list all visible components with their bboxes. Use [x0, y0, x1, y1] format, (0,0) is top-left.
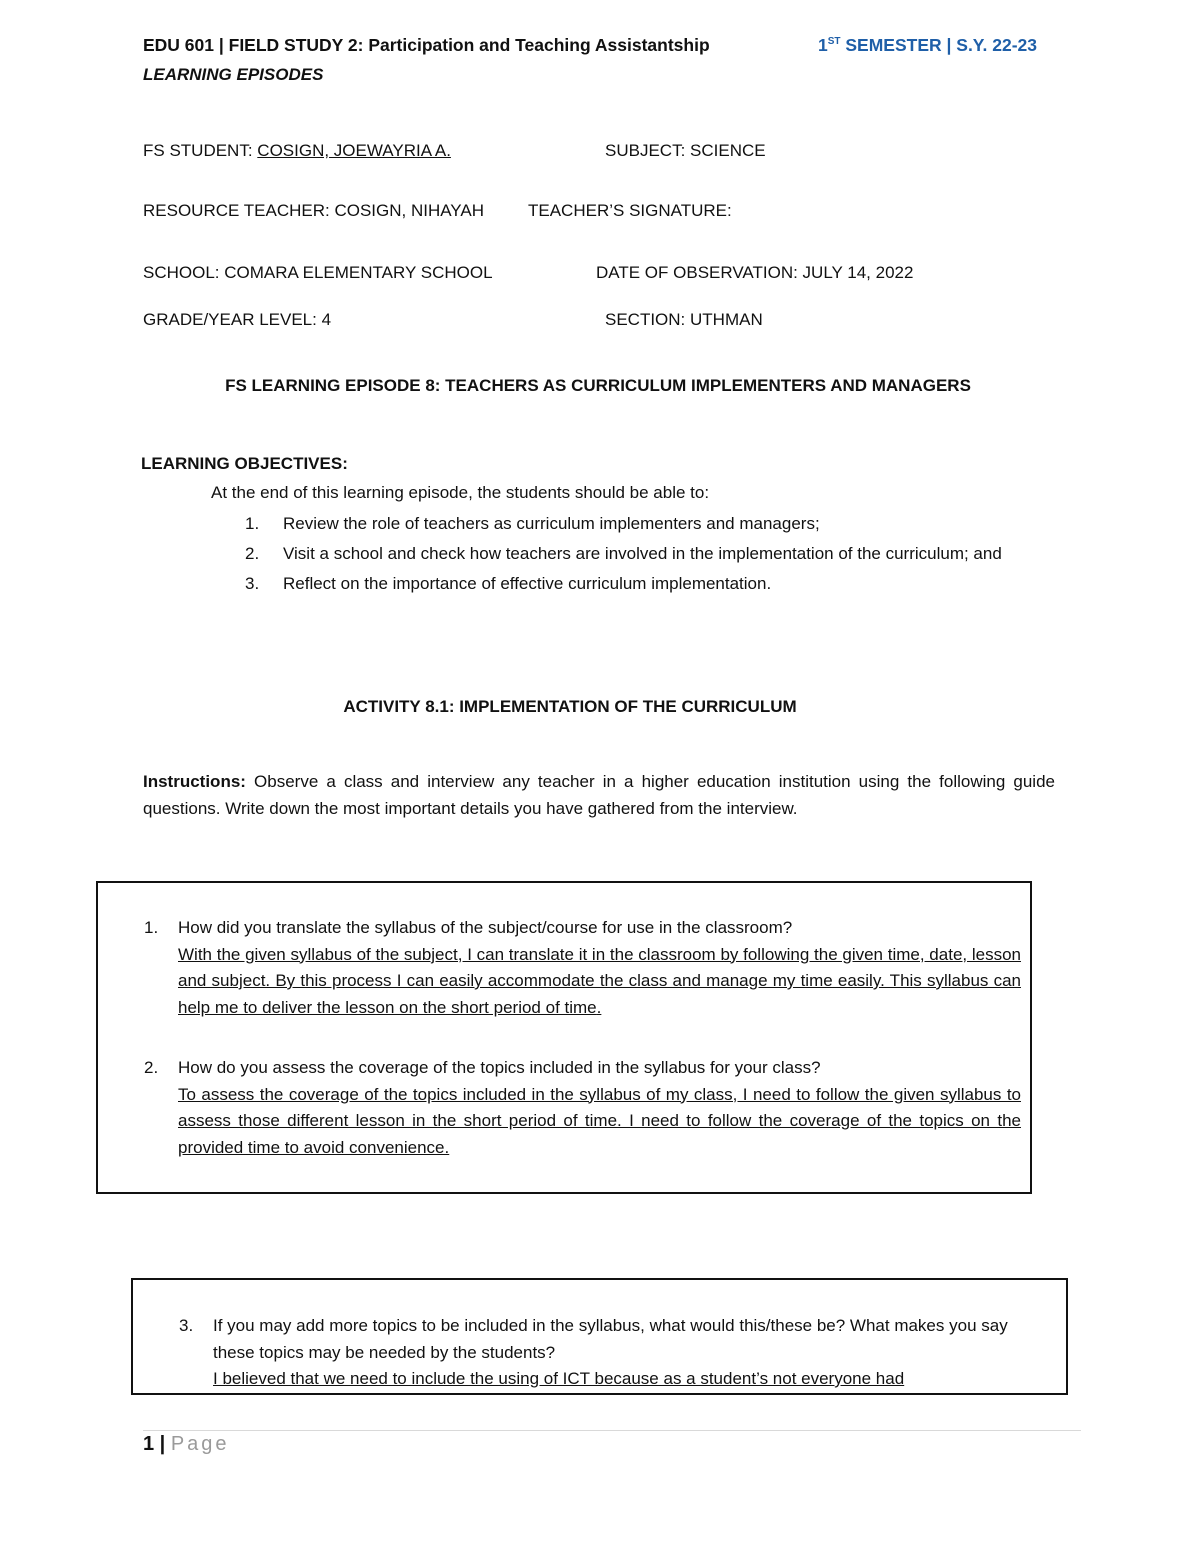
question-text: If you may add more topics to be included in the syllabus, what would this/these be? What makes you say these topics may be needed by the students? [213, 1316, 1008, 1362]
question-number: 2. [144, 1058, 159, 1077]
objective-item [245, 570, 1055, 597]
instructions-label: Instructions: [143, 772, 246, 791]
answer-text: I believed that we need to include the using of ICT because as a student’s not everyone had [213, 1369, 905, 1388]
objective-number: 2. [245, 544, 260, 563]
question-box-1 [96, 881, 1032, 1194]
answer-underlined: With the given syllabus of the subject, I can translate it in the classroom by following the given time, date, lesson and subject. By this process I can easily accommodate the class and manage my time easily. This syllabus can help me to deliver the lesson on the short period of time [178, 944, 1021, 1017]
question-number: 1. [144, 918, 159, 937]
objective-text: Reflect on the importance of effective curriculum implementation. [283, 574, 772, 593]
objective-number: 1. [245, 514, 260, 533]
fs-student-label: FS STUDENT: [143, 141, 258, 160]
header-semester [818, 35, 1037, 56]
answer-end: . [444, 1137, 450, 1157]
objective-text: Review the role of teachers as curriculum implementers and managers; [283, 514, 820, 533]
page-word: Page [170, 1433, 230, 1455]
page-separator: | [154, 1433, 171, 1455]
grade-level: GRADE/YEAR LEVEL: 4 [143, 310, 332, 329]
answer-text [178, 942, 1021, 1022]
objective-number: 3. [245, 574, 260, 593]
objective-text: Visit a school and check how teachers are involved in the implementation of the curriculum; and [283, 544, 1002, 563]
teacher-signature: TEACHER’S SIGNATURE: [528, 201, 732, 220]
objectives-intro: At the end of this learning episode, the students should be able to: [211, 483, 710, 502]
footer-divider [143, 1430, 1081, 1431]
resource-teacher: RESOURCE TEACHER: COSIGN, NIHAYAH [143, 201, 484, 220]
fs-student-value: COSIGN, JOEWAYRIA A. [257, 141, 451, 160]
question-text: How do you assess the coverage of the topics included in the syllabus for your class? [178, 1058, 821, 1077]
objectives-list [245, 510, 1055, 600]
subject: SUBJECT: SCIENCE [605, 141, 766, 160]
date-of-observation: DATE OF OBSERVATION: JULY 14, 2022 [596, 263, 914, 282]
semester-text: SEMESTER | S.Y. 22-23 [840, 35, 1038, 55]
question-number: 3. [179, 1316, 194, 1335]
question-item [178, 915, 1021, 1021]
semester-superscript: ST [827, 36, 841, 47]
question-box-2 [131, 1278, 1068, 1395]
activity-title: ACTIVITY 8.1: IMPLEMENTATION OF THE CURRICULUM [343, 697, 797, 716]
answer-underlined: To assess the coverage of the topics included in the syllabus of my class, I need to follow the given syllabus to assess those different lesson in the short period of time. I need to follow the coverage of the topics on the provided time to avoid convenience [178, 1084, 1021, 1157]
fs-student [143, 141, 451, 161]
answer-end: . [596, 997, 602, 1017]
header-subtitle: LEARNING EPISODES [143, 65, 324, 84]
instructions [143, 768, 1055, 822]
question-text: How did you translate the syllabus of the subject/course for use in the classroom? [178, 918, 793, 937]
episode-title: FS LEARNING EPISODE 8: TEACHERS AS CURRICULUM IMPLEMENTERS AND MANAGERS [225, 376, 971, 395]
school: SCHOOL: COMARA ELEMENTARY SCHOOL [143, 263, 493, 282]
semester-number: 1 [818, 35, 828, 55]
question-item [213, 1313, 1046, 1393]
instructions-text: Observe a class and interview any teacher in a higher education institution using the following guide questions. Write down the most important details you have gathered from the interview. [143, 772, 1055, 818]
page-number [143, 1433, 230, 1456]
objectives-heading: LEARNING OBJECTIVES: [141, 454, 348, 473]
objective-item [245, 510, 1055, 537]
section: SECTION: UTHMAN [605, 310, 763, 329]
header-course-title: EDU 601 | FIELD STUDY 2: Participation and Teaching Assistantship [143, 35, 710, 55]
answer-text [178, 1082, 1021, 1162]
question-item [178, 1055, 1021, 1161]
page-number-value: 1 [143, 1433, 155, 1455]
objective-item [245, 540, 1055, 567]
